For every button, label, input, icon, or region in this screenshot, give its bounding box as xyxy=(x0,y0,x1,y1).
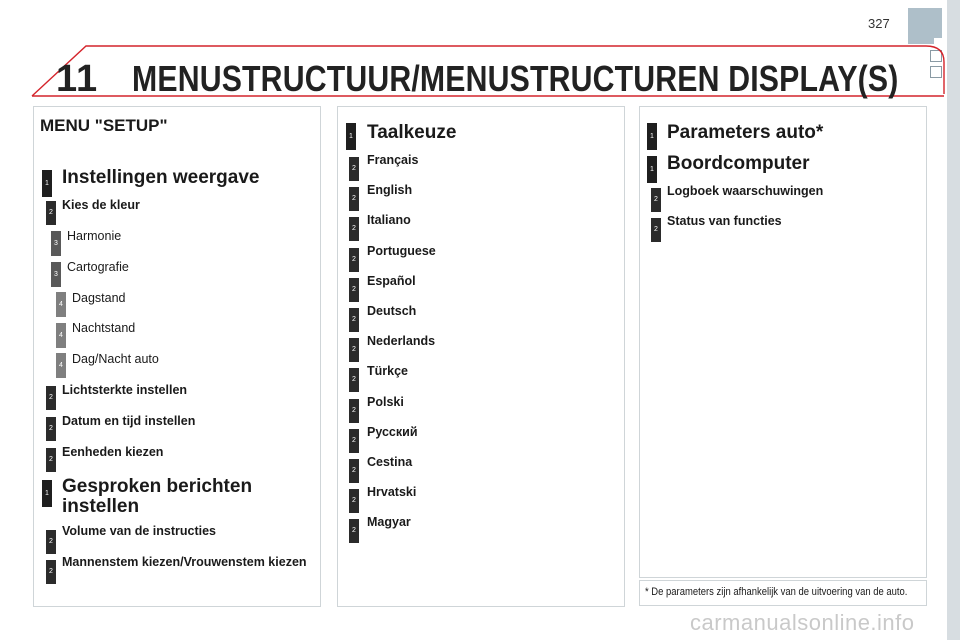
menu-item-voice-messages-line1: Gesproken berichten xyxy=(62,476,253,497)
language-italian: Italiano xyxy=(367,213,411,227)
footnote: * De parameters zijn afhankelijk van de uitvoering van de auto. xyxy=(645,586,908,598)
level-badge: 1 xyxy=(346,123,356,150)
language-polish: Polski xyxy=(367,395,404,409)
menu-item-display-settings: Instellingen weergave xyxy=(62,167,260,188)
menu-item-day-night-auto: Dag/Nacht auto xyxy=(72,352,159,366)
menu-item-instruction-volume: Volume van de instructies xyxy=(62,524,216,538)
level-badge: 2 xyxy=(349,489,359,513)
menu-item-night-mode: Nachtstand xyxy=(72,321,136,335)
menu-item-function-status: Status van functies xyxy=(667,214,782,228)
level-badge: 2 xyxy=(349,368,359,392)
menu-item-warning-log: Logboek waarschuwingen xyxy=(667,184,824,198)
level-badge: 2 xyxy=(349,459,359,483)
language-panel xyxy=(337,106,625,607)
level-badge: 2 xyxy=(46,530,56,554)
menu-title: MENU "SETUP" xyxy=(40,116,168,135)
level-badge: 2 xyxy=(349,278,359,302)
language-turkish: Türkçe xyxy=(367,364,408,378)
language-french: Français xyxy=(367,153,419,167)
level-badge: 2 xyxy=(349,248,359,272)
level-badge: 2 xyxy=(46,560,56,584)
level-badge: 2 xyxy=(349,338,359,362)
level-badge: 2 xyxy=(651,218,661,242)
level-badge: 1 xyxy=(647,156,657,183)
menu-item-vehicle-parameters: Parameters auto* xyxy=(667,122,824,143)
level-badge: 1 xyxy=(42,170,52,197)
level-badge: 2 xyxy=(46,201,56,225)
level-badge: 3 xyxy=(51,231,61,256)
level-badge: 4 xyxy=(56,353,66,378)
language-russian: Русский xyxy=(367,425,418,439)
menu-item-units: Eenheden kiezen xyxy=(62,445,164,459)
chapter-number: 11 xyxy=(56,58,99,100)
level-badge: 1 xyxy=(42,480,52,507)
level-badge: 4 xyxy=(56,323,66,348)
menu-item-language: Taalkeuze xyxy=(367,122,457,143)
language-english: English xyxy=(367,183,413,197)
menu-item-cartography: Cartografie xyxy=(67,260,129,274)
level-badge: 1 xyxy=(647,123,657,150)
level-badge: 2 xyxy=(349,187,359,211)
level-badge: 2 xyxy=(46,386,56,410)
menu-item-trip-computer: Boordcomputer xyxy=(667,153,810,174)
level-badge: 2 xyxy=(651,188,661,212)
menu-item-brightness: Lichtsterkte instellen xyxy=(62,383,188,397)
language-dutch: Nederlands xyxy=(367,334,436,348)
watermark: carmanualsonline.info xyxy=(690,610,915,635)
menu-item-harmony: Harmonie xyxy=(67,229,122,243)
level-badge: 4 xyxy=(56,292,66,317)
level-badge: 3 xyxy=(51,262,61,287)
vehicle-parameters-panel xyxy=(639,106,927,578)
language-german: Deutsch xyxy=(367,304,417,318)
menu-item-day-mode: Dagstand xyxy=(72,291,126,305)
language-spanish: Español xyxy=(367,274,416,288)
menu-item-voice-messages-line2: instellen xyxy=(62,496,140,517)
level-badge: 2 xyxy=(349,217,359,241)
level-badge: 2 xyxy=(349,399,359,423)
language-portuguese: Portuguese xyxy=(367,244,436,258)
menu-item-voice-gender: Mannenstem kiezen/Vrouwenstem kiezen xyxy=(62,555,307,569)
level-badge: 2 xyxy=(349,157,359,181)
menu-item-voice-messages xyxy=(62,477,252,517)
menu-item-date-time: Datum en tijd instellen xyxy=(62,414,196,428)
level-badge: 2 xyxy=(349,519,359,543)
level-badge: 2 xyxy=(349,429,359,453)
level-badge: 2 xyxy=(46,448,56,472)
language-croatian: Hrvatski xyxy=(367,485,417,499)
language-czech: Cestina xyxy=(367,455,413,469)
menu-item-choose-color: Kies de kleur xyxy=(62,198,140,212)
language-hungarian: Magyar xyxy=(367,515,411,529)
level-badge: 2 xyxy=(46,417,56,441)
level-badge: 2 xyxy=(349,308,359,332)
page-number: 327 xyxy=(868,16,890,31)
page-title: MENUSTRUCTUUR/MENUSTRUCTUREN DISPLAY(S) xyxy=(132,58,899,99)
section-tab xyxy=(908,8,942,44)
